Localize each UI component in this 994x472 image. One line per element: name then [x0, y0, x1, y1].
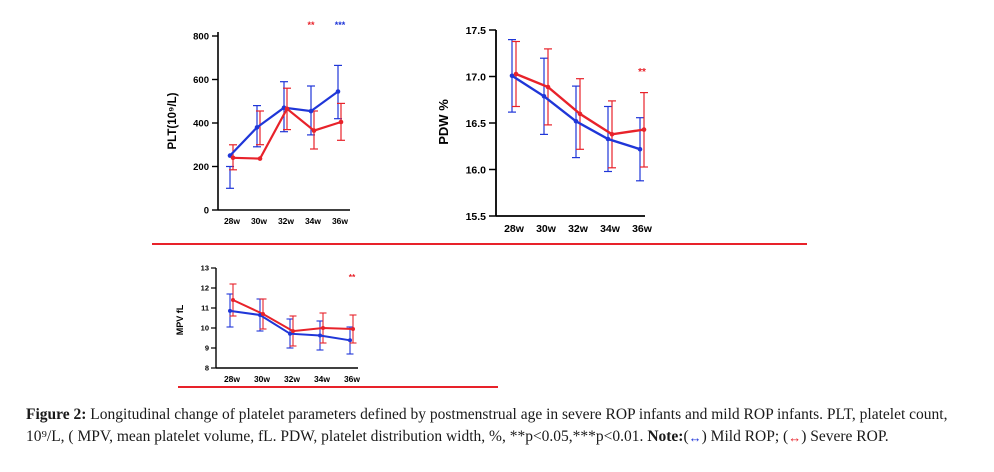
caption-note-label: Note: — [647, 428, 684, 446]
svg-text:34w: 34w — [304, 216, 322, 226]
svg-text:16.5: 16.5 — [465, 118, 486, 130]
svg-text:28w: 28w — [504, 223, 524, 235]
pdw-annotations — [638, 67, 646, 78]
caption-body: Longitudinal change of platelet parameters defined by postmenstrual age in severe ROP infants and mild ROP infants. PLT, platelet count, 10⁹/L, ( MPV, mean platelet volume, fL. PDW, platelet distribution width, %, **p<0.05,***p<0.01. — [26, 406, 948, 446]
svg-text:12: 12 — [200, 283, 209, 293]
separator-line-top — [152, 243, 807, 245]
svg-text:***: *** — [334, 20, 346, 30]
svg-text:**: ** — [638, 67, 646, 78]
svg-text:10: 10 — [200, 323, 209, 333]
svg-text:32w: 32w — [277, 216, 295, 226]
pdw-x-tick-labels — [504, 223, 653, 235]
mpv-x-tick-labels — [224, 374, 360, 384]
svg-text:13: 13 — [200, 263, 209, 273]
svg-text:30w: 30w — [253, 374, 271, 384]
plt-y-tick-labels — [193, 32, 209, 217]
svg-text:36w: 36w — [331, 216, 349, 226]
svg-text:600: 600 — [193, 75, 209, 86]
chart-mpv-svg — [170, 258, 400, 390]
svg-text:32w: 32w — [283, 374, 301, 384]
svg-text:17.0: 17.0 — [465, 71, 486, 84]
plt-y-axis-title: PLT(10⁹/L) — [167, 92, 179, 150]
legend-arrow-mild-icon: ↔ — [688, 430, 702, 446]
chart-mpv — [170, 258, 400, 390]
svg-text:17.5: 17.5 — [465, 25, 486, 37]
svg-text:0: 0 — [203, 205, 209, 217]
svg-text:30w: 30w — [250, 216, 268, 226]
plt-annotations — [307, 20, 345, 30]
chart-plt — [160, 14, 410, 242]
pdw-y-ticks — [489, 30, 496, 216]
caption-label: Figure 2: — [26, 406, 87, 423]
mpv-annotations — [349, 272, 356, 282]
plt-y-ticks — [212, 36, 218, 210]
mpv-series-mild-errorbars — [227, 294, 354, 354]
mpv-series-severe-errorbars — [230, 284, 357, 346]
figure-caption — [26, 404, 971, 449]
svg-text:8: 8 — [204, 363, 209, 373]
mpv-y-ticks — [211, 268, 216, 368]
mpv-y-axis-title: MPV fL — [175, 304, 185, 336]
svg-text:28w: 28w — [223, 374, 241, 384]
svg-text:9: 9 — [204, 343, 209, 353]
pdw-series-severe-errorbars — [512, 42, 648, 168]
legend-severe-label: ) Severe ROP. — [801, 428, 889, 446]
mpv-axes — [216, 268, 358, 368]
svg-text:15.5: 15.5 — [465, 211, 486, 223]
svg-text:28w: 28w — [223, 216, 241, 226]
svg-text:36w: 36w — [343, 374, 361, 384]
pdw-axes — [496, 30, 645, 216]
svg-text:**: ** — [307, 20, 315, 30]
svg-text:32w: 32w — [568, 223, 588, 235]
mpv-y-tick-labels — [201, 264, 209, 373]
plt-x-tick-labels — [224, 216, 348, 226]
svg-text:36w: 36w — [632, 223, 652, 235]
chart-pdw-svg — [430, 10, 690, 242]
svg-text:34w: 34w — [313, 374, 331, 384]
svg-text:11: 11 — [201, 303, 209, 313]
svg-text:800: 800 — [193, 31, 209, 43]
svg-text:400: 400 — [193, 118, 209, 130]
svg-text:**: ** — [348, 272, 356, 282]
pdw-y-tick-labels — [466, 25, 487, 223]
svg-text:16.0: 16.0 — [465, 164, 486, 177]
svg-text:34w: 34w — [600, 223, 620, 235]
legend-arrow-severe-icon: ↔ — [788, 430, 802, 446]
svg-text:200: 200 — [193, 162, 209, 173]
chart-pdw — [430, 10, 690, 242]
chart-plt-svg — [160, 14, 410, 242]
pdw-y-axis-title: PDW % — [436, 99, 451, 145]
svg-text:30w: 30w — [536, 223, 556, 235]
legend-mild-label: ) Mild ROP; ( — [701, 428, 789, 446]
legend-open-paren-1: ( — [683, 428, 689, 446]
separator-line-bottom — [178, 386, 498, 388]
